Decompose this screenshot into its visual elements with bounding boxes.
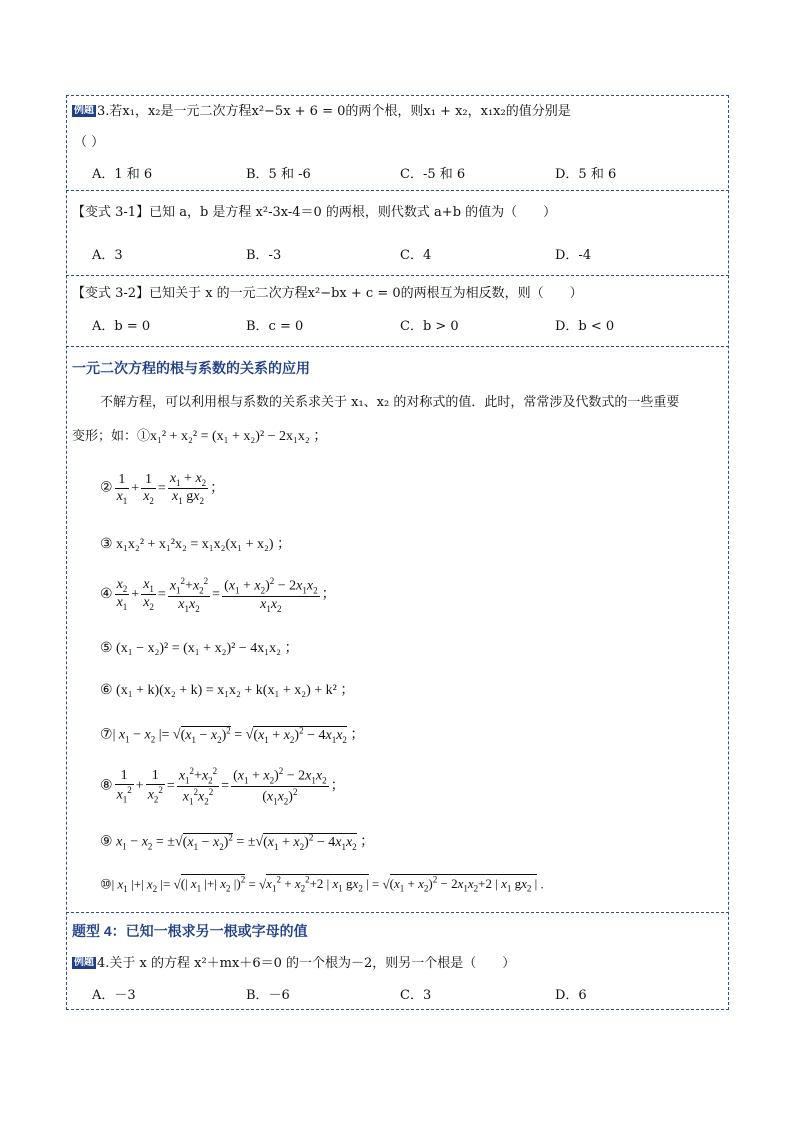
divider bbox=[66, 912, 729, 913]
example-4-stem: 例题 4.关于 x 的方程 x²＋mx＋6＝0 的一个根为－2，则另一个根是（ ） bbox=[74, 956, 516, 971]
example-tag: 例题 bbox=[74, 105, 94, 116]
example-3-stem: 例题 3.若x₁，x₂是一元二次方程x²−5x + 6 = 0的两个根，则x₁ + x₂，x₁x₂的值分别是 bbox=[74, 104, 571, 119]
option-a: A．1 和 6 bbox=[92, 167, 153, 182]
option-d: D．5 和 6 bbox=[555, 167, 617, 182]
example-3-paren: （ ） bbox=[74, 135, 105, 150]
section-intro: 不解方程，可以利用根与系数的关系求关于 x₁、x₂ 的对称式的值．此时，常常涉及代数式的一些重要 bbox=[100, 395, 680, 410]
formula-10: ⑩| $x_1$ |+| $x_2$ |= √(| $x_1$ |+| $x_2$ $|)^2 = √x_1^2 + x_2^2+2$ | $x_1$ $gx_2$ | = $√(x_1 + x_2)^2 - 2x_1x_2+2$ | $x_1$ $gx_2$ | . bbox=[100, 875, 544, 894]
formula-3: ③ x₁x₂² + x₁²x₂ = x₁x₂(x₁ + x₂) ； bbox=[100, 537, 292, 552]
option-b: B．c = 0 bbox=[246, 319, 304, 334]
formula-7: ⑦| $x_1 - x_2$ |= $√(x_1 - x_2)^2 = √(x_1 + x_2)^2 - 4x_1x_2$ ； bbox=[100, 725, 365, 745]
formula-9: ⑨ $x_1 - x_2 = \pm√(x_1 - x_2)^2 = \pm√(x_1 + x_2)^2 - 4x_1x_2$ ； bbox=[100, 832, 375, 852]
section-intro-2: 变形；如：①x₁² + x₂² = (x₁ + x₂)² − 2x₁x₂ ； bbox=[72, 429, 328, 444]
option-d: D．-4 bbox=[555, 248, 592, 263]
divider bbox=[66, 275, 729, 276]
exercise-box bbox=[66, 95, 729, 1010]
option-c: C．-5 和 6 bbox=[400, 167, 466, 182]
divider bbox=[66, 346, 729, 347]
option-b: B．-3 bbox=[246, 248, 282, 263]
option-b: B．－6 bbox=[246, 988, 290, 1003]
formula-5: ⑤ (x₁ − x₂)² = (x₁ + x₂)² − 4x₁x₂ ； bbox=[100, 641, 299, 656]
type-4-title: 题型 4：已知一根求另一根或字母的值 bbox=[72, 923, 308, 939]
example-tag: 例题 bbox=[74, 957, 94, 968]
option-c: C．3 bbox=[400, 988, 432, 1003]
option-b: B．5 和 -6 bbox=[246, 167, 311, 182]
formula-8: ⑧ $\frac{1}{x_1^2}$ + $\frac{1}{x_2^2}$ = $\frac{x_1^2+x_2^2}{x_1^2x_2^2}$ = $\frac{(x_1 + x_2)^2 - 2x_1x_2}{(x_1x_2)^2}$ ； bbox=[100, 766, 345, 807]
option-a: A．－3 bbox=[92, 988, 136, 1003]
option-a: A．3 bbox=[92, 248, 123, 263]
option-d: D．b < 0 bbox=[555, 319, 615, 334]
option-c: C．b > 0 bbox=[400, 319, 459, 334]
section-title: 一元二次方程的根与系数的关系的应用 bbox=[72, 360, 310, 376]
formula-4: ④ $\frac{x_2}{x_1}$ + $\frac{x_1}{x_2}$ = $\frac{x_1^2+x_2^2}{x_1x_2}$ = $\frac{(x_1 + x_2)^2 - 2x_1x_2}{x_1x_2}$ ； bbox=[100, 576, 336, 614]
variant-3-1-stem: 【变式 3-1】已知 a，b 是方程 x²-3x-4＝0 的两根，则代数式 a+b 的值为（ ） bbox=[72, 205, 557, 220]
formula-2: ② $\frac{1}{x_1}$ + $\frac{1}{x_2}$ = $\frac{x_1 + x_2}{x_1 gx_2}$ ； bbox=[100, 471, 225, 506]
formula-6: ⑥ (x₁ + k)(x₂ + k) = x₁x₂ + k(x₁ + x₂) + k² ； bbox=[100, 683, 355, 698]
divider bbox=[66, 190, 729, 191]
option-c: C．4 bbox=[400, 248, 432, 263]
option-a: A．b = 0 bbox=[92, 319, 151, 334]
variant-3-2-stem: 【变式 3-2】已知关于 x 的一元二次方程x²−bx + c = 0的两根互为相反数，则（ ） bbox=[72, 286, 583, 301]
option-d: D．6 bbox=[555, 988, 587, 1003]
